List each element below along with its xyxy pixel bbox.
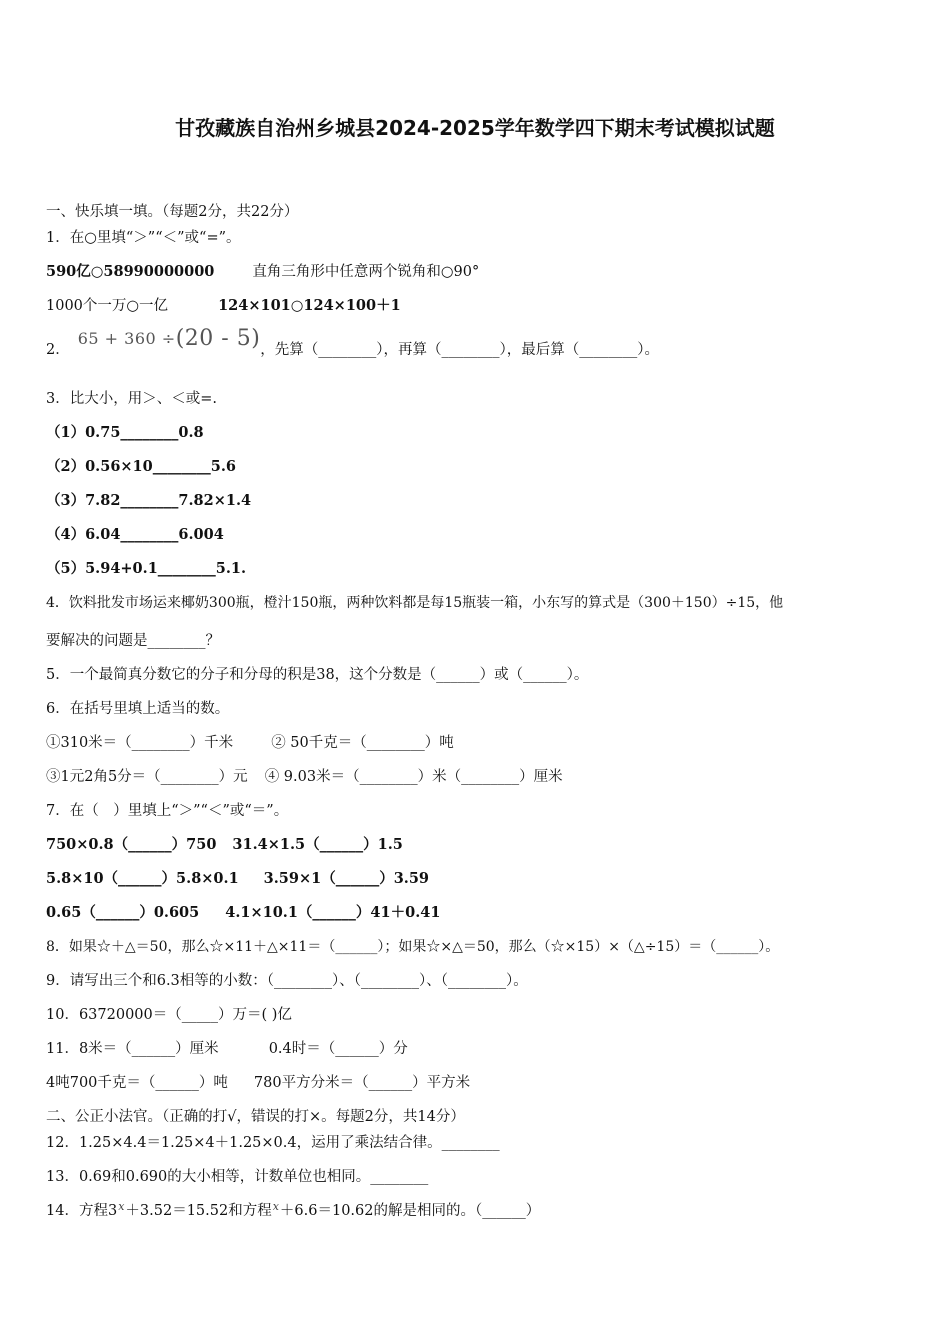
question-14 bbox=[46, 1201, 540, 1222]
question-5: 5．一个最简真分数它的分子和分母的积是38，这个分数是（______）或（______）。 bbox=[46, 667, 589, 683]
question-2-formula-paren: (20 - 5) bbox=[175, 326, 261, 351]
question-6-prompt: 6．在括号里填上适当的数。 bbox=[46, 701, 230, 717]
question-6-item-b: ② 50千克＝（________）吨 bbox=[271, 735, 454, 751]
question-14-part-2: ＋3.52＝15.52和方程 bbox=[125, 1203, 272, 1219]
question-2-number: 2． bbox=[46, 342, 70, 358]
question-7-item-3a: 0.65（______）0.605 bbox=[46, 904, 200, 921]
section1-heading: 一、快乐填一填。（每题2分，共22分） bbox=[46, 204, 299, 220]
section2-heading: 二、公正小法官。（正确的打√，错误的打×。每题2分，共14分） bbox=[46, 1109, 465, 1125]
question-7-item-2b: 3.59×1（______）3.59 bbox=[263, 870, 430, 887]
question-11-row-1 bbox=[46, 1039, 408, 1059]
question-1-prompt: 1．在○里填“＞”“＜”或“=”。 bbox=[46, 230, 241, 246]
question-1-row-2 bbox=[46, 296, 401, 316]
question-3-item-1: （1）0.75________0.8 bbox=[46, 424, 204, 441]
page-title: 甘孜藏族自治州乡城县2024-2025学年数学四下期末考试模拟试题 bbox=[175, 116, 775, 140]
question-11-item-c: 4吨700千克＝（______）吨 bbox=[46, 1075, 228, 1091]
question-6-row-1 bbox=[46, 733, 454, 753]
question-1-row-1 bbox=[46, 262, 479, 282]
question-11-row-2 bbox=[46, 1073, 470, 1093]
question-2-blanks: ，先算（________），再算（________），最后算（________）。 bbox=[260, 342, 660, 358]
question-12: 12．1.25×4.4＝1.25×4＋1.25×0.4，运用了乘法结合律。________ bbox=[46, 1135, 500, 1151]
question-7-item-2a: 5.8×10（______）5.8×0.1 bbox=[46, 870, 239, 887]
question-11-item-a: 11．8米＝（______）厘米 bbox=[46, 1041, 219, 1057]
question-7-item-1b: 31.4×1.5（______）1.5 bbox=[232, 836, 403, 853]
question-11-item-b: 0.4时＝（______）分 bbox=[268, 1041, 408, 1057]
question-11-item-d: 780平方分米＝（______）平方米 bbox=[253, 1075, 471, 1091]
question-3-item-3: （3）7.82________7.82×1.4 bbox=[46, 492, 252, 509]
question-1-item-b: 直角三角形中任意两个锐角和○90° bbox=[252, 264, 480, 280]
question-8: 8．如果☆＋△＝50，那么☆×11＋△×11＝（______）；如果☆×△＝50，那么（☆×15）×（△÷15）＝（______）。 bbox=[46, 939, 780, 955]
question-2 bbox=[46, 326, 660, 360]
question-3-item-5: （5）5.94+0.1________5.1. bbox=[46, 560, 247, 577]
question-14-variable-1: x bbox=[118, 1200, 125, 1213]
question-7-item-3b: 4.1×10.1（______）41＋0.41 bbox=[225, 904, 441, 921]
question-7-row-1 bbox=[46, 835, 403, 855]
question-6-row-2 bbox=[46, 767, 563, 787]
question-3-item-4: （4）6.04________6.004 bbox=[46, 526, 224, 543]
question-14-part-3: ＋6.6＝10.62的解是相同的。（______） bbox=[279, 1203, 541, 1219]
question-14-part-1: 14．方程3 bbox=[46, 1203, 118, 1219]
question-4-line-1: 4．饮料批发市场运来椰奶300瓶，橙汁150瓶，两种饮料都是每15瓶装一箱，小东写的算式是（300＋150）÷15，他 bbox=[46, 595, 784, 611]
question-6-item-c: ③1元2角5分＝（________）元 bbox=[46, 769, 248, 785]
question-7-row-2 bbox=[46, 869, 429, 889]
question-3-item-2: （2）0.56×10________5.6 bbox=[46, 458, 236, 475]
question-9: 9．请写出三个和6.3相等的小数：（________）、（________）、（________）。 bbox=[46, 973, 528, 989]
question-6-item-d: ④ 9.03米＝（________）米（________）厘米 bbox=[264, 769, 563, 785]
question-2-formula bbox=[77, 326, 261, 351]
question-6-item-a: ①310米＝（________）千米 bbox=[46, 735, 234, 751]
question-7-row-3 bbox=[46, 903, 440, 923]
question-1-item-c: 1000个一万○一亿 bbox=[46, 298, 169, 314]
question-1-item-a: 590亿○58990000000 bbox=[46, 263, 215, 280]
question-4-line-2: 要解决的问题是________？ bbox=[46, 633, 220, 649]
question-7-prompt: 7．在（ ）里填上“＞”“＜”或“＝”。 bbox=[46, 803, 289, 819]
question-14-variable-2: x bbox=[272, 1200, 279, 1213]
question-10: 10．63720000＝（_____）万＝( )亿 bbox=[46, 1007, 292, 1023]
question-1-item-d: 124×101○124×100＋1 bbox=[218, 297, 401, 314]
question-3-prompt: 3．比大小，用＞、＜或=. bbox=[46, 391, 217, 407]
question-13: 13．0.69和0.690的大小相等，计数单位也相同。________ bbox=[46, 1169, 429, 1185]
question-7-item-1a: 750×0.8（______）750 bbox=[46, 836, 217, 853]
question-2-formula-left: 65 + 360 ÷ bbox=[77, 329, 176, 348]
